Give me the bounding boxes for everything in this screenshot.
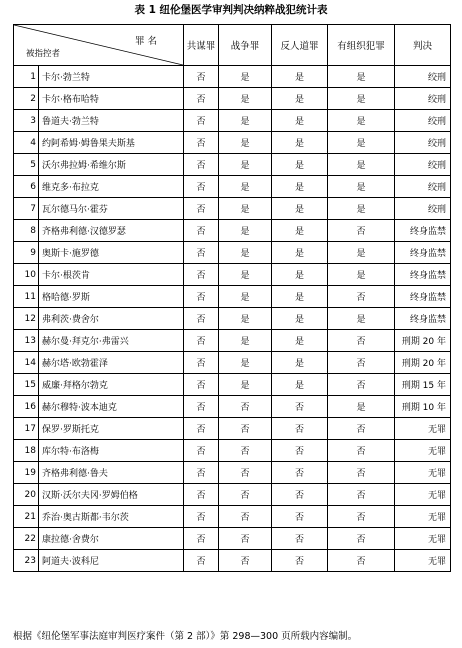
row-number: 4	[14, 132, 39, 154]
table-row	[14, 330, 451, 352]
header-conspiracy: 共谋罪	[184, 25, 219, 66]
row-number: 7	[14, 198, 39, 220]
defendant-name: 格哈德·罗斯	[39, 286, 184, 308]
verdict-cell: 绞刑	[395, 66, 451, 88]
verdict-cell: 无罪	[395, 418, 451, 440]
table-row	[14, 242, 451, 264]
row-number: 6	[14, 176, 39, 198]
verdict-cell: 无罪	[395, 484, 451, 506]
verdict-cell: 刑期 20 年	[395, 330, 451, 352]
table-row	[14, 374, 451, 396]
organized-crime-cell: 否	[328, 506, 395, 528]
organized-crime-cell: 否	[328, 550, 395, 572]
crimes-against-humanity-cell: 是	[272, 308, 328, 330]
table-row	[14, 550, 451, 572]
table-row	[14, 220, 451, 242]
table-row	[14, 110, 451, 132]
war-crimes-cell: 是	[219, 374, 272, 396]
organized-crime-cell: 是	[328, 308, 395, 330]
diagonal-header-cell	[14, 25, 184, 66]
crimes-against-humanity-cell: 否	[272, 462, 328, 484]
conspiracy-cell: 否	[184, 484, 219, 506]
row-number: 16	[14, 396, 39, 418]
organized-crime-cell: 否	[328, 440, 395, 462]
organized-crime-cell: 是	[328, 88, 395, 110]
defendant-name: 卡尔·勃兰特	[39, 66, 184, 88]
verdict-cell: 终身监禁	[395, 286, 451, 308]
table-row	[14, 528, 451, 550]
defendant-name: 维克多·布拉克	[39, 176, 184, 198]
crimes-against-humanity-cell: 是	[272, 66, 328, 88]
organized-crime-cell: 否	[328, 528, 395, 550]
crimes-against-humanity-cell: 否	[272, 550, 328, 572]
verdict-cell: 无罪	[395, 440, 451, 462]
crimes-against-humanity-cell: 是	[272, 132, 328, 154]
table-row	[14, 352, 451, 374]
verdict-cell: 绞刑	[395, 198, 451, 220]
war-crimes-cell: 否	[219, 462, 272, 484]
defendant-name: 约阿希姆·姆鲁果夫斯基	[39, 132, 184, 154]
war-crimes-cell: 是	[219, 264, 272, 286]
crimes-against-humanity-cell: 是	[272, 352, 328, 374]
crimes-against-humanity-cell: 否	[272, 506, 328, 528]
header-war-crimes: 战争罪	[219, 25, 272, 66]
conspiracy-cell: 否	[184, 110, 219, 132]
defendant-name: 康拉德·舍费尔	[39, 528, 184, 550]
war-crimes-cell: 否	[219, 396, 272, 418]
war-crimes-cell: 否	[219, 484, 272, 506]
row-number: 13	[14, 330, 39, 352]
conspiracy-cell: 否	[184, 286, 219, 308]
row-number: 22	[14, 528, 39, 550]
verdict-cell: 终身监禁	[395, 308, 451, 330]
crimes-against-humanity-cell: 是	[272, 374, 328, 396]
defendant-name: 卡尔·格布哈特	[39, 88, 184, 110]
crimes-against-humanity-cell: 是	[272, 330, 328, 352]
crimes-against-humanity-cell: 否	[272, 396, 328, 418]
row-number: 2	[14, 88, 39, 110]
conspiracy-cell: 否	[184, 308, 219, 330]
war-crimes-cell: 是	[219, 330, 272, 352]
defendant-name: 保罗·罗斯托克	[39, 418, 184, 440]
crimes-against-humanity-cell: 是	[272, 88, 328, 110]
crimes-against-humanity-cell: 是	[272, 176, 328, 198]
organized-crime-cell: 否	[328, 330, 395, 352]
table-row	[14, 506, 451, 528]
table-row	[14, 308, 451, 330]
organized-crime-cell: 否	[328, 286, 395, 308]
verdict-cell: 终身监禁	[395, 242, 451, 264]
diagonal-line	[14, 25, 183, 65]
conspiracy-cell: 否	[184, 550, 219, 572]
row-number: 23	[14, 550, 39, 572]
war-crimes-cell: 是	[219, 176, 272, 198]
conspiracy-cell: 否	[184, 264, 219, 286]
table-row	[14, 88, 451, 110]
table-row	[14, 462, 451, 484]
war-crimes-cell: 否	[219, 506, 272, 528]
organized-crime-cell: 否	[328, 374, 395, 396]
conspiracy-cell: 否	[184, 220, 219, 242]
war-crimes-cell: 是	[219, 352, 272, 374]
defendant-name: 弗利茨·费舍尔	[39, 308, 184, 330]
row-number: 12	[14, 308, 39, 330]
organized-crime-cell: 是	[328, 66, 395, 88]
war-crimes-cell: 是	[219, 154, 272, 176]
verdict-cell: 刑期 20 年	[395, 352, 451, 374]
crimes-against-humanity-cell: 否	[272, 484, 328, 506]
defendant-name: 赫尔曼·拜克尔·弗雷兴	[39, 330, 184, 352]
verdict-cell: 无罪	[395, 462, 451, 484]
organized-crime-cell: 否	[328, 418, 395, 440]
war-crimes-cell: 是	[219, 220, 272, 242]
footnote: 根据《纽伦堡军事法庭审判医疗案件（第 2 部）》第 298—300 页所载内容编制。	[13, 631, 358, 642]
conspiracy-cell: 否	[184, 528, 219, 550]
header-crime-label: 罪 名	[134, 36, 157, 47]
organized-crime-cell: 否	[328, 352, 395, 374]
organized-crime-cell: 否	[328, 220, 395, 242]
organized-crime-cell: 是	[328, 198, 395, 220]
verdict-cell: 刑期 10 年	[395, 396, 451, 418]
defendant-name: 汉斯·沃尔夫冈·罗姆伯格	[39, 484, 184, 506]
row-number: 5	[14, 154, 39, 176]
table-title: 表 1 纽伦堡医学审判判决纳粹战犯统计表	[134, 4, 328, 16]
row-number: 21	[14, 506, 39, 528]
organized-crime-cell: 否	[328, 484, 395, 506]
crimes-against-humanity-cell: 是	[272, 154, 328, 176]
verdict-table	[13, 24, 451, 572]
header-organized-crime: 有组织犯罪	[328, 25, 395, 66]
verdict-cell: 绞刑	[395, 110, 451, 132]
header-row	[14, 25, 451, 66]
row-number: 15	[14, 374, 39, 396]
verdict-cell: 无罪	[395, 550, 451, 572]
crimes-against-humanity-cell: 否	[272, 418, 328, 440]
header-crimes-against-humanity: 反人道罪	[272, 25, 328, 66]
verdict-cell: 无罪	[395, 506, 451, 528]
table-row	[14, 484, 451, 506]
war-crimes-cell: 是	[219, 286, 272, 308]
header-defendant-label: 被指控者	[26, 49, 61, 59]
conspiracy-cell: 否	[184, 440, 219, 462]
defendant-name: 阿道夫·波科尼	[39, 550, 184, 572]
conspiracy-cell: 否	[184, 198, 219, 220]
organized-crime-cell: 是	[328, 176, 395, 198]
conspiracy-cell: 否	[184, 330, 219, 352]
organized-crime-cell: 是	[328, 264, 395, 286]
conspiracy-cell: 否	[184, 418, 219, 440]
table-row	[14, 286, 451, 308]
conspiracy-cell: 否	[184, 176, 219, 198]
table-row	[14, 418, 451, 440]
crimes-against-humanity-cell: 是	[272, 198, 328, 220]
verdict-cell: 绞刑	[395, 176, 451, 198]
verdict-cell: 绞刑	[395, 132, 451, 154]
row-number: 20	[14, 484, 39, 506]
war-crimes-cell: 否	[219, 418, 272, 440]
conspiracy-cell: 否	[184, 374, 219, 396]
war-crimes-cell: 是	[219, 198, 272, 220]
table-row	[14, 198, 451, 220]
organized-crime-cell: 是	[328, 154, 395, 176]
crimes-against-humanity-cell: 是	[272, 242, 328, 264]
defendant-name: 乔治·奥古斯都·韦尔茨	[39, 506, 184, 528]
row-number: 10	[14, 264, 39, 286]
table-row	[14, 176, 451, 198]
crimes-against-humanity-cell: 是	[272, 264, 328, 286]
organized-crime-cell: 是	[328, 132, 395, 154]
table-row	[14, 66, 451, 88]
conspiracy-cell: 否	[184, 66, 219, 88]
conspiracy-cell: 否	[184, 242, 219, 264]
verdict-cell: 刑期 15 年	[395, 374, 451, 396]
conspiracy-cell: 否	[184, 506, 219, 528]
conspiracy-cell: 否	[184, 462, 219, 484]
defendant-name: 赫尔塔·欧勃霍泽	[39, 352, 184, 374]
verdict-cell: 终身监禁	[395, 264, 451, 286]
organized-crime-cell: 是	[328, 242, 395, 264]
war-crimes-cell: 否	[219, 528, 272, 550]
header-verdict: 判决	[395, 25, 451, 66]
organized-crime-cell: 是	[328, 396, 395, 418]
table-row	[14, 264, 451, 286]
organized-crime-cell: 是	[328, 110, 395, 132]
war-crimes-cell: 是	[219, 242, 272, 264]
war-crimes-cell: 是	[219, 66, 272, 88]
defendant-name: 奥斯卡·施罗德	[39, 242, 184, 264]
crimes-against-humanity-cell: 否	[272, 440, 328, 462]
war-crimes-cell: 是	[219, 110, 272, 132]
row-number: 9	[14, 242, 39, 264]
crimes-against-humanity-cell: 是	[272, 220, 328, 242]
table-body	[14, 66, 451, 572]
war-crimes-cell: 否	[219, 440, 272, 462]
row-number: 19	[14, 462, 39, 484]
conspiracy-cell: 否	[184, 132, 219, 154]
table-row	[14, 440, 451, 462]
crimes-against-humanity-cell: 是	[272, 110, 328, 132]
conspiracy-cell: 否	[184, 396, 219, 418]
defendant-name: 沃尔弗拉姆·希维尔斯	[39, 154, 184, 176]
defendant-name: 库尔特·布洛梅	[39, 440, 184, 462]
war-crimes-cell: 是	[219, 132, 272, 154]
defendant-name: 卡尔·根茨肯	[39, 264, 184, 286]
verdict-cell: 终身监禁	[395, 220, 451, 242]
verdict-cell: 绞刑	[395, 154, 451, 176]
table-row	[14, 154, 451, 176]
row-number: 8	[14, 220, 39, 242]
war-crimes-cell: 是	[219, 88, 272, 110]
table-row	[14, 396, 451, 418]
conspiracy-cell: 否	[184, 88, 219, 110]
verdict-cell: 无罪	[395, 528, 451, 550]
table-row	[14, 132, 451, 154]
defendant-name: 瓦尔德马尔·霍芬	[39, 198, 184, 220]
row-number: 11	[14, 286, 39, 308]
war-crimes-cell: 是	[219, 308, 272, 330]
war-crimes-cell: 否	[219, 550, 272, 572]
row-number: 1	[14, 66, 39, 88]
row-number: 17	[14, 418, 39, 440]
defendant-name: 齐格弗利德·汉德罗瑟	[39, 220, 184, 242]
row-number: 18	[14, 440, 39, 462]
crimes-against-humanity-cell: 否	[272, 528, 328, 550]
verdict-cell: 绞刑	[395, 88, 451, 110]
defendant-name: 鲁道夫·勃兰特	[39, 110, 184, 132]
defendant-name: 威廉·拜格尔勃克	[39, 374, 184, 396]
organized-crime-cell: 否	[328, 462, 395, 484]
row-number: 3	[14, 110, 39, 132]
row-number: 14	[14, 352, 39, 374]
defendant-name: 赫尔穆特·波本迪克	[39, 396, 184, 418]
conspiracy-cell: 否	[184, 154, 219, 176]
conspiracy-cell: 否	[184, 352, 219, 374]
defendant-name: 齐格弗利德·鲁夫	[39, 462, 184, 484]
crimes-against-humanity-cell: 是	[272, 286, 328, 308]
